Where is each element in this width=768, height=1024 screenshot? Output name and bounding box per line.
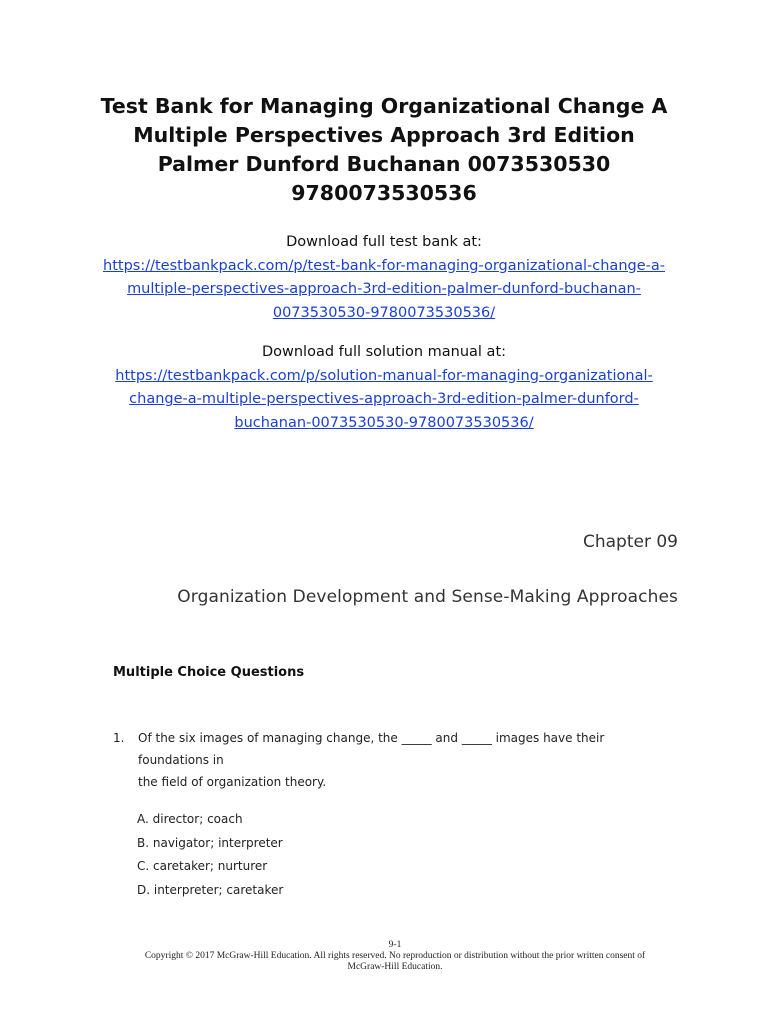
test-bank-label: Download full test bank at: <box>286 234 482 250</box>
answer-option-a: A. director; coach <box>137 812 243 826</box>
answer-option-b: B. navigator; interpreter <box>137 835 283 850</box>
link-line: multiple-perspectives-approach-3rd-edition-palmer-dunford-buchanan- <box>127 281 641 297</box>
title-line: Palmer Dunford Buchanan 0073530530 <box>157 152 611 176</box>
answer-option-d: D. interpreter; caretaker <box>137 882 284 897</box>
link-line: change-a-multiple-perspectives-approach-3rd-edition-palmer-dunford- <box>129 391 639 407</box>
solution-manual-download-block <box>90 341 678 435</box>
link-segment: buchanan- <box>234 414 312 431</box>
solution-manual-label: Download full solution manual at: <box>261 344 507 360</box>
chapter-number: Chapter 09 <box>582 532 678 552</box>
question-line: the field of organization theory. <box>138 775 327 789</box>
copyright-line: McGraw-Hill Education. <box>347 962 443 972</box>
link-line <box>90 412 678 436</box>
question-number: 1. <box>113 731 125 745</box>
link-line: https://testbankpack.com/p/solution-manual-for-managing-organizational- <box>115 367 653 384</box>
document-title <box>96 92 672 208</box>
link-segment: 0073530530-9780073530536/ <box>311 414 534 431</box>
answer-options <box>137 808 283 902</box>
page-number: 9-1 <box>388 940 402 950</box>
test-bank-download-block <box>90 231 678 325</box>
question-line: Of the six images of managing change, the _____ and _____ images have their foundations in <box>138 731 605 767</box>
chapter-title: Organization Development and Sense-Making Approaches <box>177 587 678 607</box>
title-line: Test Bank for Managing Organizational Change A <box>100 94 668 118</box>
title-line: 9780073530536 <box>291 181 477 205</box>
solution-manual-link[interactable] <box>90 365 678 436</box>
copyright-line: Copyright © 2017 McGraw-Hill Education. All rights reserved. No reproduction or distribution without the prior written consent of <box>144 951 646 961</box>
link-line: https://testbankpack.com/p/test-bank-for-managing-organizational-change-a- <box>103 257 665 274</box>
title-line: Multiple Perspectives Approach 3rd Edition <box>133 123 635 147</box>
page-footer <box>110 940 680 973</box>
question-item <box>113 727 673 793</box>
test-bank-link[interactable] <box>90 255 678 326</box>
section-heading: Multiple Choice Questions <box>113 665 305 680</box>
link-line: 0073530530-9780073530536/ <box>272 304 496 321</box>
question-text <box>138 727 673 793</box>
answer-option-c: C. caretaker; nurturer <box>137 859 268 873</box>
